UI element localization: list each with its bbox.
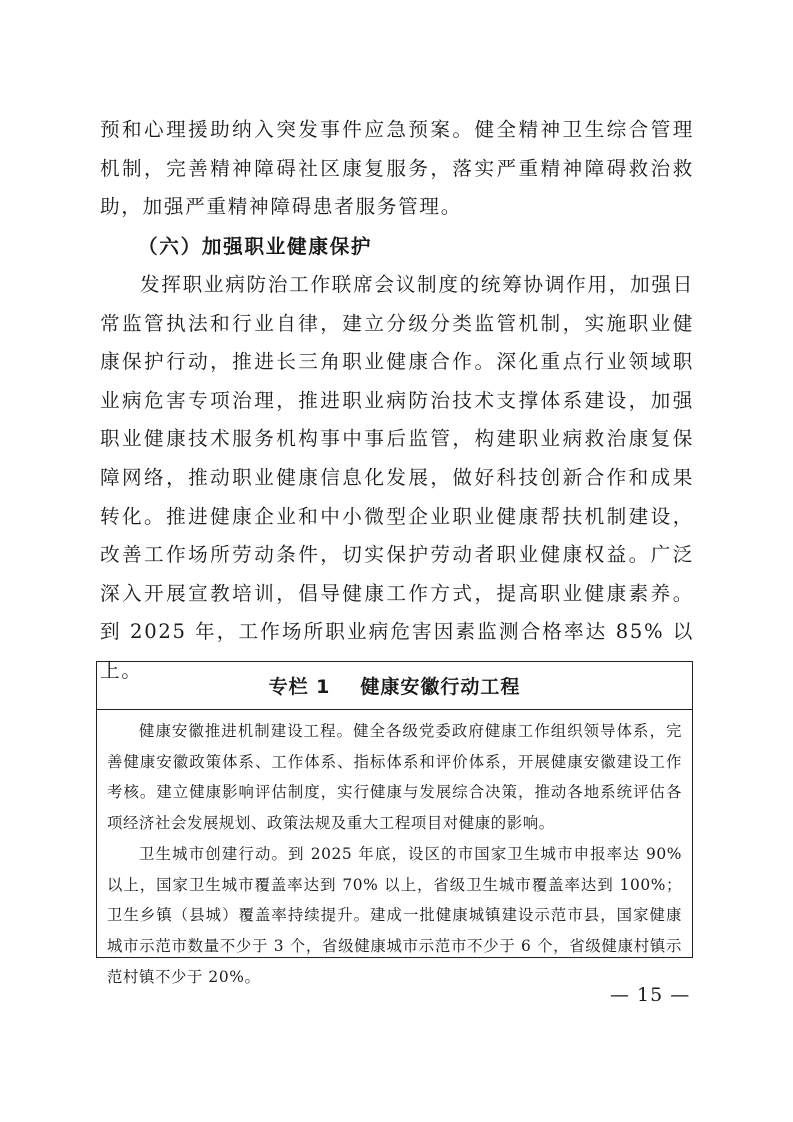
body-paragraph-continued: 预和心理援助纳入突发事件应急预案。健全精神卫生综合管理机制，完善精神障碍社区康复服务，落实严重精神障碍救治救助，加强严重精神障碍患者服务管理。: [100, 118, 694, 219]
column-box-paragraph: 卫生城市创建行动。到 2025 年底，设区的市国家卫生城市申报率达 90% 以上，国家卫生城市覆盖率达到 70% 以上，省级卫生城市覆盖率达到 100%；卫生乡镇（县城）覆盖率持续提升。建成一批健康城镇建设示范市县，国家健康城市示范市数量不少于 3 个，省级健康城市示范市不少于 6 个，省级健康村镇示范村镇不少于 20%。: [107, 844, 682, 986]
column-box-title: [97, 662, 692, 710]
column-box-body: [97, 710, 692, 992]
column-box: [96, 661, 693, 986]
section-heading: （六）加强职业健康保护: [138, 235, 373, 258]
column-box-title-text: 健康安徽行动工程: [360, 676, 521, 698]
column-box-paragraph: 健康安徽推进机制建设工程。健全各级党委政府健康工作组织领导体系，完善健康安徽政策体系、工作体系、指标体系和评价体系，开展健康安徽建设工作考核。建立健康影响评估制度，实行健康与发展综合决策，推动各地系统评估各项经济社会发展规划、政策法规及重大工程项目对健康的影响。: [107, 722, 682, 833]
body-paragraph-occupational-health: 发挥职业病防治工作联席会议制度的统筹协调作用，加强日常监管执法和行业自律，建立分级分类监管机制，实施职业健康保护行动，推进长三角职业健康合作。深化重点行业领域职业病危害专项治理，推进职业病防治技术支撑体系建设，加强职业健康技术服务机构事中事后监管，构建职业病救治康复保障网络，推动职业健康信息化发展，做好科技创新合作和成果转化。推进健康企业和中小微型企业职业健康帮扶机制建设，改善工作场所劳动条件，切实保护劳动者职业健康权益。广泛深入开展宣教培训，倡导健康工作方式，提高职业健康素养。到 2025 年，工作场所职业病危害因素监测合格率达 85% 以上。: [100, 273, 694, 682]
column-box-number: 专栏 1: [268, 676, 331, 698]
page-number: — 15 —: [610, 984, 691, 1006]
